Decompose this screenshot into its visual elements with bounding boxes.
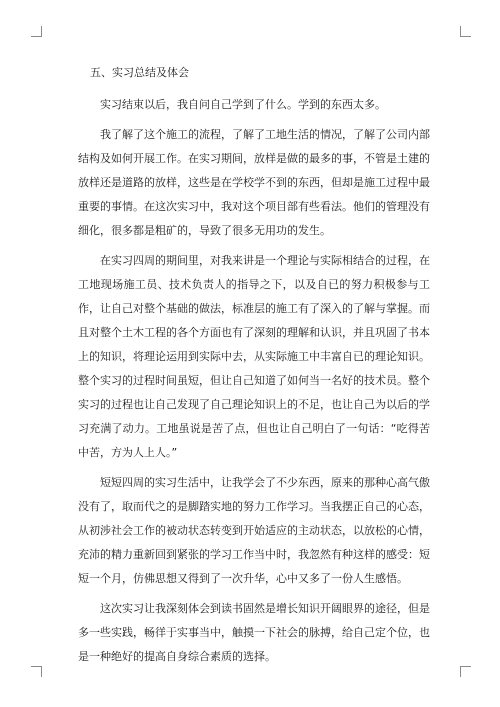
paragraph: 这次实习让我深刻体会到读书固然是增长知识开阔眼界的途径，但是多一些实践，畅徉于实事当中，触摸一下社会的脉搏，给自己定个位，也是一种绝好的提高自身综合素质的选择。	[78, 602, 430, 663]
crop-mark-bottom-right	[460, 666, 471, 677]
section-heading: 五、实习总结及体会	[90, 66, 189, 79]
document-body	[78, 63, 430, 675]
crop-mark-top-right	[460, 26, 471, 37]
paragraph: 实习结束以后，我自问自己学到了什么。学到的东西太多。	[100, 98, 386, 111]
paragraph: 在实习四周的期间里，对我来讲是一个理论与实际相结合的过程，在工地现场施工员、技术负责人的指导之下，以及自已的努力积极参与工作，让自己对整个基础的做法，标准层的施工有了深入的了解与掌握。而且对整个土木工程的各个方面也有了深刻的理解和认识，并且巩固了书本上的知识，将理论运用到实际中去，从实际施工中丰富自已的理论知识。整个实习的过程时间虽短，但让自己知道了如何当一名好的技术员。整个实习的过程也让自己发现了自己理论知识上的不足，也让自己为以后的学习充满了动力。工地虽说是苦了点，但也让自己明白了一句话：“吃得苦中苦，方为人上人。”	[78, 254, 430, 459]
paragraph: 我了解了这个施工的流程，了解了工地生活的情况，了解了公司内部结构及如何开展工作。在实习期间，放样是做的最多的事，不管是土建的放样还是道路的放样，这些是在学校学不到的东西，但却是施工过程中最重要的事情。在这次实习中，我对这个项目部有些看法。他们的管理没有细化，很多都是粗矿的，导致了很多无用功的发生。	[78, 128, 430, 237]
paragraph: 短短四周的实习生活中，让我学会了不少东西，原来的那种心高气傲没有了，取而代之的是脚踏实地的努力工作学习。当我摆正自己的心态，从初涉社会工作的被动状态转变到开始适应的主动状态，以放松的心情，充沛的精力重新回到紧张的学习工作当中时，我忽然有种这样的感受：短短一个月，仿佛思想又得到了一次升华，心中又多了一份人生感悟。	[78, 476, 430, 585]
crop-mark-bottom-left	[31, 666, 42, 677]
crop-mark-top-left	[31, 26, 42, 37]
